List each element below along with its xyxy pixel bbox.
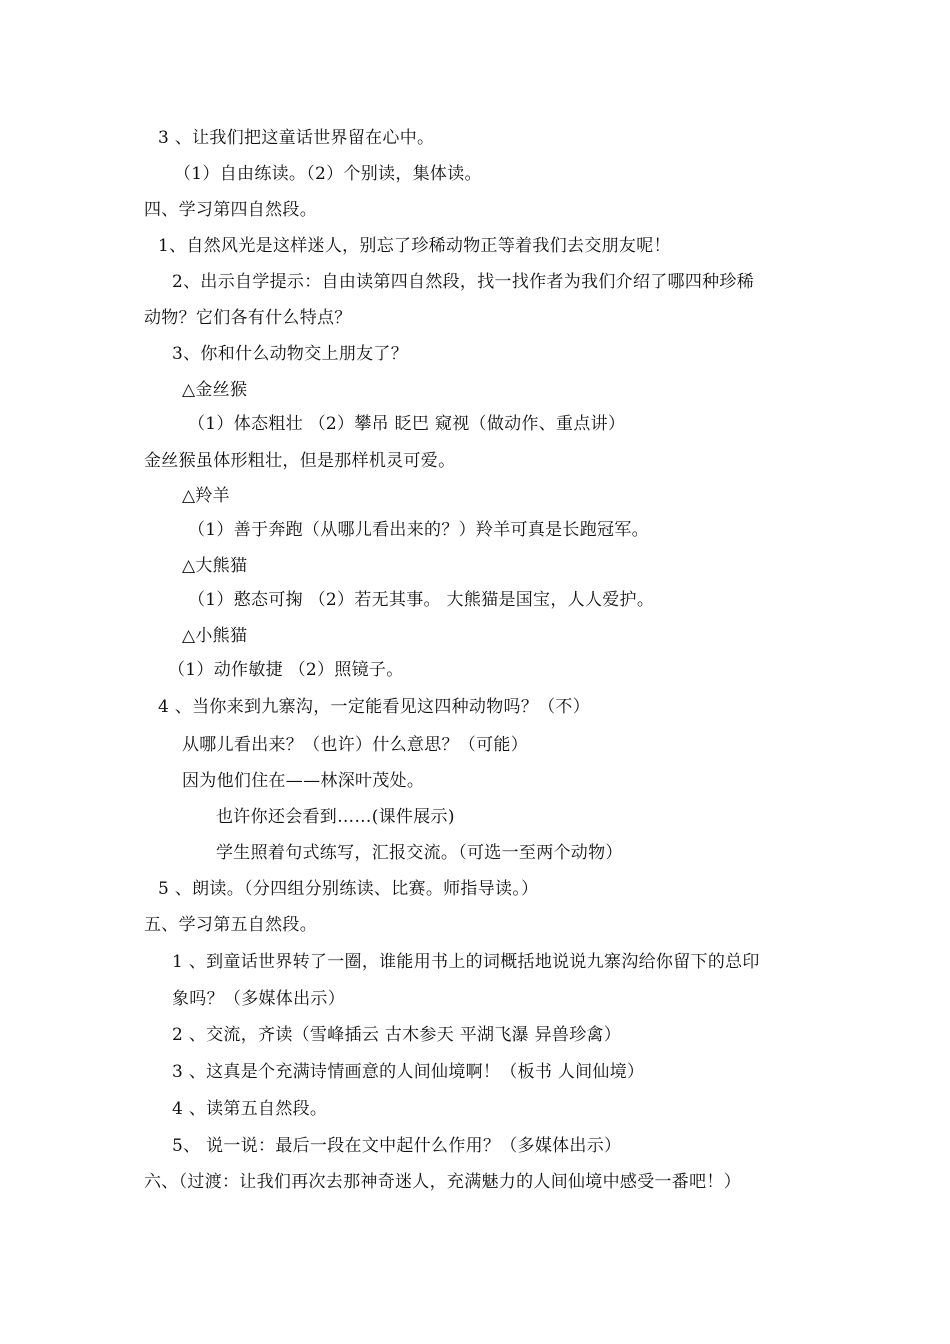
- section-heading: 四、学习第四自然段。: [144, 200, 317, 220]
- section-heading: 六、（过渡：让我们再次去那神奇迷人，充满魅力的人间仙境中感受一番吧！）: [144, 1172, 741, 1192]
- text-line: （1）体态粗壮 （2）攀吊 眨巴 窥视（做动作、重点讲）: [188, 414, 626, 434]
- text-line: 3 、让我们把这童话世界留在心中。: [158, 128, 435, 148]
- text-line: 1、自然风光是这样迷人，别忘了珍稀动物正等着我们去交朋友呢！: [158, 236, 671, 256]
- text-line: 1 、到童话世界转了一圈，谁能用书上的词概括地说说九寨沟给你留下的总印: [172, 952, 760, 972]
- text-line: 3 、这真是个充满诗情画意的人间仙境啊！（板书 人间仙境）: [172, 1062, 645, 1082]
- text-line: （1）自由练读。（2）个别读，集体读。: [174, 164, 482, 184]
- text-line: 5 、朗读。（分四组分别练读、比赛。师指导读。）: [158, 879, 539, 899]
- text-line: △金丝猴: [182, 380, 248, 400]
- text-line: 5、 说一说：最后一段在文中起什么作用？（多媒体出示）: [172, 1136, 622, 1156]
- text-line: 4 、当你来到九寨沟，一定能看见这四种动物吗？（不）: [158, 697, 591, 717]
- text-line: （1）憨态可掬 （2）若无其事。 大熊猫是国宝，人人爱护。: [188, 590, 655, 610]
- text-line: △大熊猫: [182, 556, 248, 576]
- text-line: 4 、读第五自然段。: [172, 1099, 328, 1119]
- text-line: 也许你还会看到……(课件展示): [216, 807, 455, 827]
- text-line: △小熊猫: [182, 626, 248, 646]
- text-line: 学生照着句式练写，汇报交流。（可选一至两个动物）: [216, 843, 623, 863]
- text-line: 金丝猴虽体形粗壮，但是那样机灵可爱。: [144, 451, 456, 471]
- text-line: △羚羊: [182, 486, 230, 506]
- text-line: （1）动作敏捷 （2）照镜子。: [168, 660, 404, 680]
- section-heading: 五、学习第五自然段。: [144, 915, 317, 935]
- text-line: 2、出示自学提示：自由读第四自然段，找一找作者为我们介绍了哪四种珍稀: [172, 272, 755, 292]
- text-line: （1）善于奔跑（从哪儿看出来的？）羚羊可真是长跑冠军。: [188, 520, 649, 540]
- text-line: 因为他们住在——林深叶茂处。: [182, 771, 425, 791]
- text-line: 3、你和什么动物交上朋友了？: [172, 344, 409, 364]
- text-line: 动物？它们各有什么特点？: [144, 308, 352, 328]
- text-line: 象吗？（多媒体出示）: [172, 989, 345, 1009]
- text-line: 从哪儿看出来？（也许）什么意思？（可能）: [182, 735, 528, 755]
- text-line: 2 、交流，齐读（雪峰插云 古木参天 平湖飞瀑 异兽珍禽）: [172, 1025, 622, 1045]
